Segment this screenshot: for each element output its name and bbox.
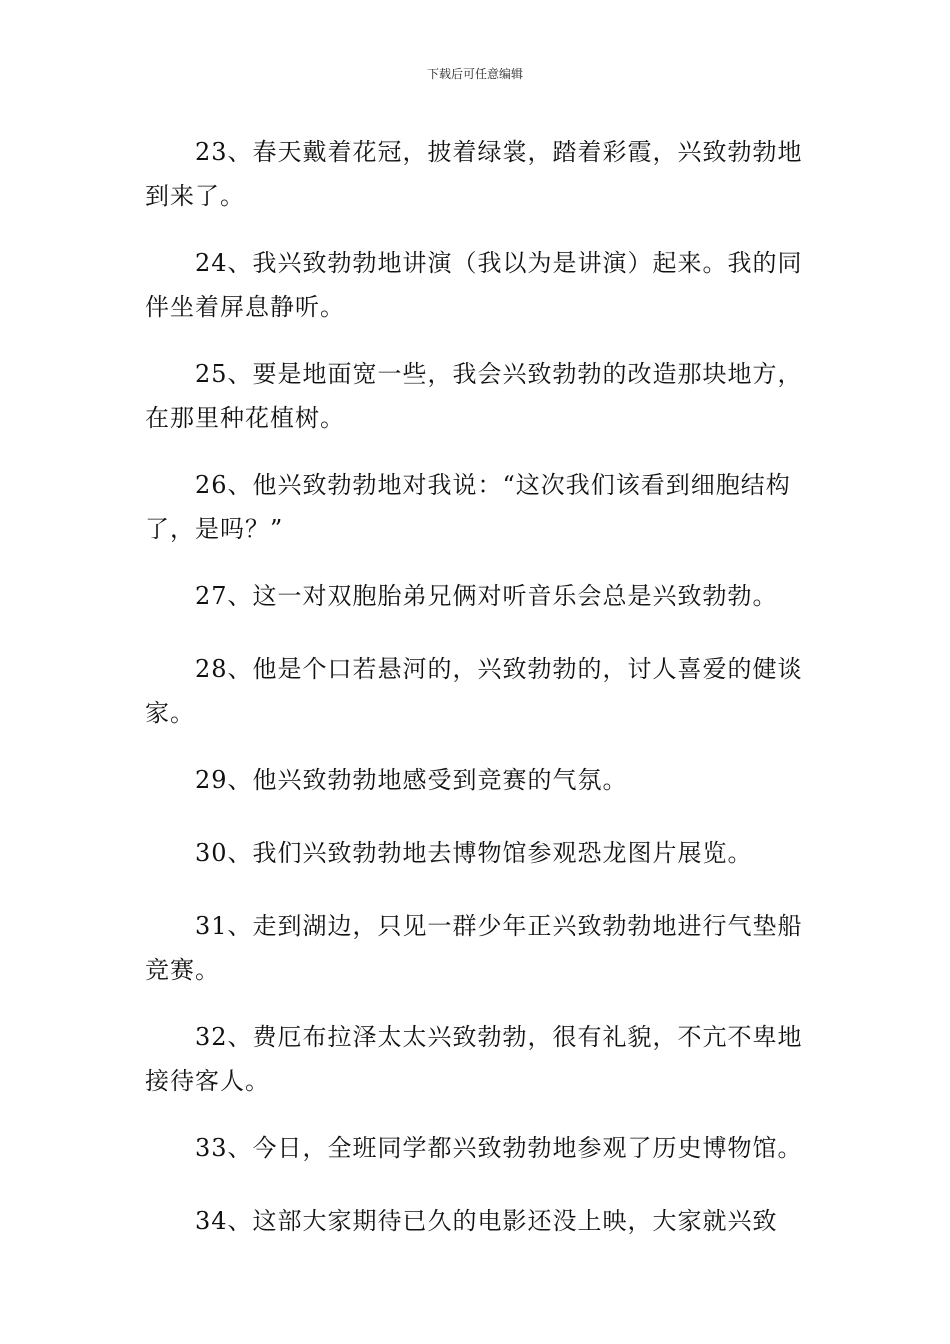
page-header: 下载后可任意编辑	[426, 67, 523, 81]
paragraph-29: 29、他兴致勃勃地感受到竞赛的气氛。	[195, 766, 628, 794]
paragraph-25: 25、要是地面宽一些，我会兴致勃勃的改造那块地方，在那里种花植树。	[145, 360, 803, 432]
paragraph-30: 30、我们兴致勃勃地去博物馆参观恐龙图片展览。	[195, 839, 753, 867]
paragraph-34: 34、这部大家期待已久的电影还没上映，大家就兴致	[195, 1207, 778, 1235]
paragraph-33: 33、今日，全班同学都兴致勃勃地参观了历史博物馆。	[195, 1134, 803, 1162]
paragraph-32: 32、费厄布拉泽太太兴致勃勃，很有礼貌，不亢不卑地接待客人。	[145, 1023, 803, 1095]
paragraph-26: 26、他兴致勃勃地对我说：“这次我们该看到细胞结构了，是吗？”	[145, 471, 791, 543]
paragraph-24: 24、我兴致勃勃地讲演（我以为是讲演）起来。我的同伴坐着屏息静听。	[145, 249, 803, 321]
paragraph-28: 28、他是个口若悬河的，兴致勃勃的，讨人喜爱的健谈家。	[145, 655, 803, 727]
paragraph-27: 27、这一对双胞胎弟兄俩对听音乐会总是兴致勃勃。	[195, 582, 778, 610]
document-body	[145, 130, 825, 1266]
paragraph-31: 31、走到湖边，只见一群少年正兴致勃勃地进行气垫船竞赛。	[145, 912, 803, 984]
paragraph-23: 23、春天戴着花冠，披着绿裳，踏着彩霞，兴致勃勃地到来了。	[145, 138, 803, 210]
